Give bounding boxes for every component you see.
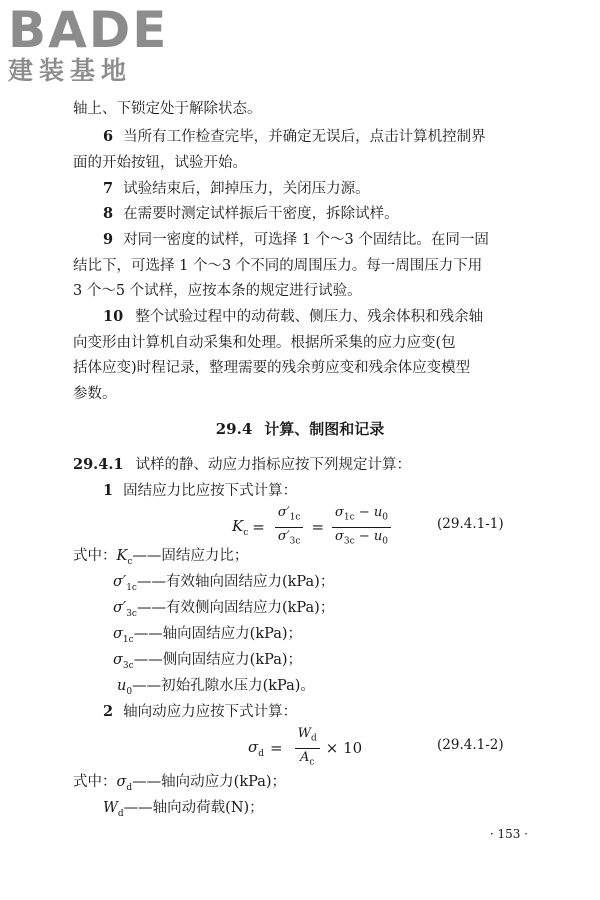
where-1-line-1: 式中：$K_c——$固结应力比； (73, 548, 249, 567)
times-ten: × 10 (325, 739, 363, 758)
text: 试验结束后，卸掉压力，关闭压力源。 (123, 181, 370, 197)
where-1-line-5: $\sigma_{3c}——$侧向固结应力(kPa)； (113, 652, 303, 671)
equals-sign: = (270, 739, 283, 758)
equals-sign: = (311, 518, 325, 537)
clause-29-4-1 (73, 455, 411, 475)
where-1-line-3: $\sigma'_{3c}——$有效侧向固结应力(kPa)； (113, 600, 335, 619)
equals-sign: = (252, 518, 265, 537)
bade-logo (8, 1, 178, 86)
text: 在需要时测定试样振后干密度，拆除试样。 (123, 206, 399, 222)
item-1 (103, 481, 297, 501)
text: 参数。 (73, 386, 117, 402)
text: 面的开始按钮，试验开始。 (73, 155, 247, 171)
logo-subtitle: 建装基地 (8, 56, 133, 85)
page-number: · 153 · (489, 827, 528, 841)
eq1-fraction-1: $\frac{\sigma'_{1c}}{\sigma'_{3c}}$ (275, 505, 304, 549)
where-2-line-1: 式中：$\sigma_d——$轴向动应力(kPa)； (73, 774, 287, 793)
para-line (73, 358, 470, 378)
where-1-line-2: $\sigma'_{1c}——$有效轴向固结应力(kPa)； (113, 574, 335, 593)
text: 括体应变)时程记录，整理需要的残余剪应变和残余体应变模型 (73, 360, 471, 376)
where-2-line-2: $W_d——$轴向动荷载(N)； (103, 800, 264, 819)
clause-number: 29.4.1 (73, 456, 124, 473)
text: 轴上、下锁定处于解除状态。 (73, 101, 262, 117)
text: 结比下，可选择 1 个～3 个不同的周围压力。每一周围压力下用 (73, 258, 483, 274)
text: 整个试验过程中的动荷载、侧压力、残余体积和残余轴 (135, 309, 484, 325)
para-7 (103, 179, 370, 199)
para-line (73, 384, 117, 404)
text: 3 个～5 个试样，应按本条的规定进行试验。 (73, 283, 362, 299)
item-number: 9 (103, 231, 114, 248)
equation-1-number: (29.4.1-1) (437, 516, 504, 532)
para-line (73, 153, 247, 173)
eq1-fraction-2: $\frac{\sigma_{1c} - u_0}{\sigma_{3c} - u_0}$ (332, 505, 391, 549)
para-line (73, 281, 362, 301)
text: 向变形由计算机自动采集和处理。根据所采集的应力应变(包 (73, 335, 456, 351)
para-line (73, 256, 482, 276)
item-2 (103, 702, 297, 722)
eq2-fraction: $\frac{W_d}{A_c}$ (295, 726, 320, 770)
item-number: 2 (103, 703, 114, 720)
item-number: 1 (103, 482, 114, 499)
para-line (73, 99, 262, 119)
section-number: 29.4 (215, 420, 253, 438)
where-1-line-6: $u_0——$初始孔隙水压力(kPa)。 (117, 678, 315, 697)
para-8 (103, 204, 399, 224)
text: 当所有工作检查完毕，并确定无误后，点击计算机控制界 (123, 129, 486, 145)
text: 对同一密度的试样，可选择 1 个～3 个固结比。在同一固 (123, 232, 489, 248)
para-line (73, 333, 456, 353)
equation-1 (232, 505, 397, 549)
eq1-lhs: $K_c$ (232, 516, 249, 538)
section-title: 计算、制图和记录 (264, 420, 385, 438)
eq2-lhs: $\sigma_d$ (248, 737, 265, 759)
para-6 (103, 127, 486, 147)
equation-2-number: (29.4.1-2) (437, 737, 504, 753)
para-10 (103, 307, 483, 327)
text: 固结应力比应按下式计算： (123, 483, 298, 499)
para-9 (103, 230, 489, 250)
item-number: 7 (103, 180, 114, 197)
equation-2 (248, 726, 362, 770)
item-number: 8 (103, 205, 114, 222)
where-1-line-4: $\sigma_{1c}——$轴向固结应力(kPa)； (113, 626, 303, 645)
item-number: 10 (103, 308, 124, 325)
section-heading (0, 418, 600, 439)
text: 轴向动应力应按下式计算： (123, 704, 298, 720)
item-number: 6 (103, 128, 114, 145)
text: 试样的静、动应力指标应按下列规定计算： (135, 457, 411, 473)
logo-brand: BADE (8, 1, 169, 59)
